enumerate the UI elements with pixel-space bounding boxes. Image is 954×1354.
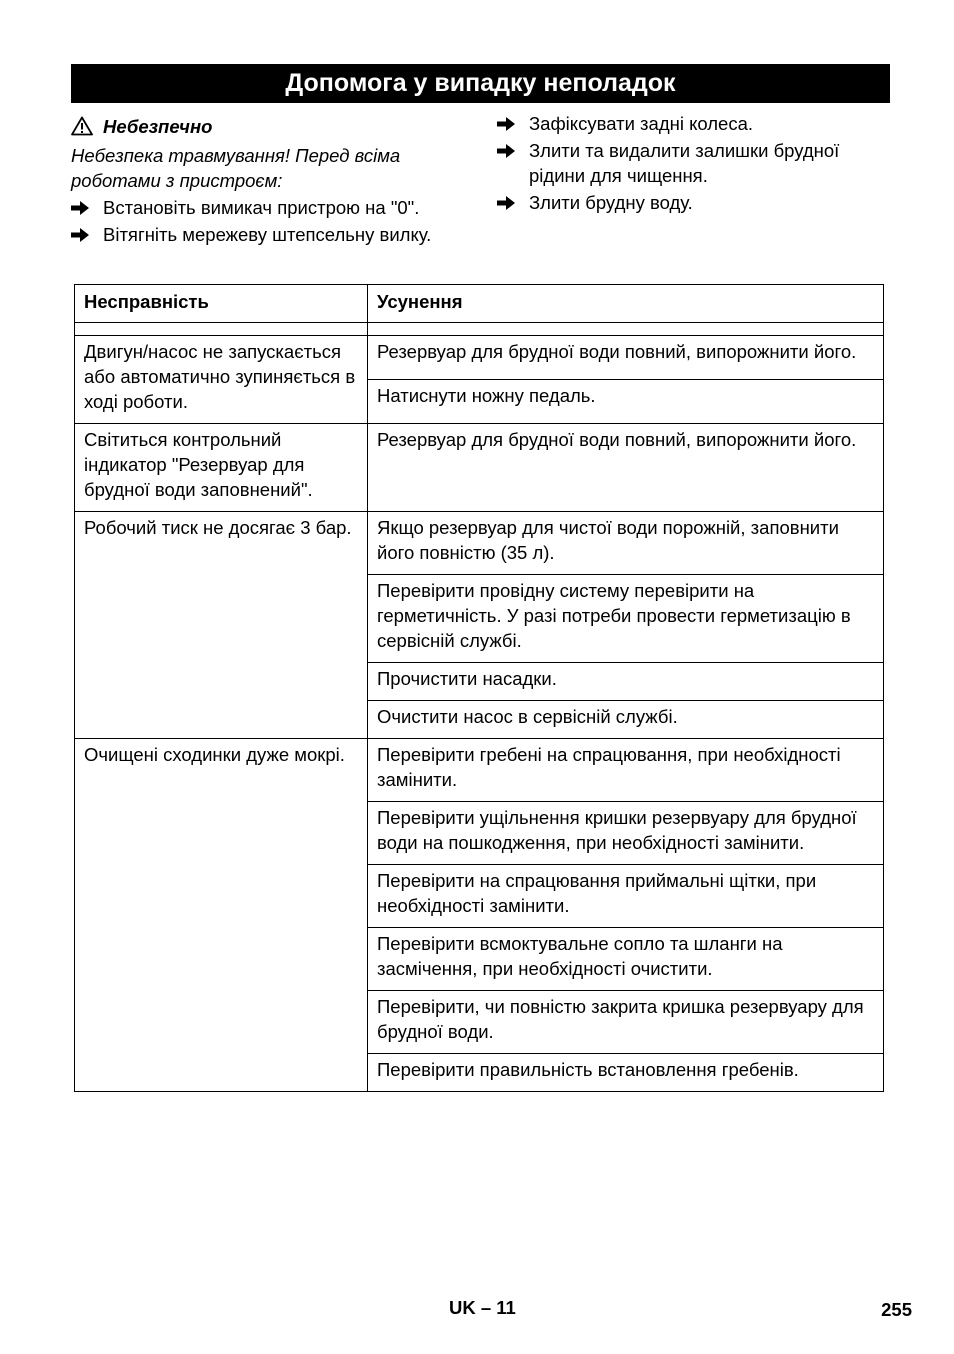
- danger-heading-row: [71, 113, 471, 139]
- prep-step: [497, 190, 897, 215]
- remedy-cell: Перевірити провідну систему перевірити на герметичність. У разі потреби провести герметизацію в сервісній службі.: [368, 575, 884, 663]
- remedy-cell: Перевірити на спрацювання приймальні щітки, при необхідності замінити.: [368, 865, 884, 928]
- troubleshooting-table: [74, 284, 884, 1092]
- danger-step: [71, 195, 471, 220]
- fault-cell: Очищені сходинки дуже мокрі.: [75, 739, 368, 1092]
- arrow-right-icon: [71, 222, 103, 247]
- table-row: [75, 739, 884, 802]
- fault-cell: Робочий тиск не досягає 3 бар.: [75, 512, 368, 739]
- remedy-cell: Натиснути ножну педаль.: [368, 380, 884, 424]
- prep-step-text: Злити та видалити залишки брудної рідини для чищення.: [529, 140, 840, 186]
- page-number: 255: [881, 1299, 912, 1320]
- table-separator: [75, 323, 884, 336]
- arrow-right-icon: [497, 138, 529, 163]
- header-fault: Несправність: [75, 285, 368, 323]
- remedy-cell: Прочистити насадки.: [368, 663, 884, 701]
- footer-section-label: UK – 11: [449, 1297, 516, 1318]
- prep-step-text: Злити брудну воду.: [529, 192, 693, 213]
- remedy-cell: Перевірити правильність встановлення гребенів.: [368, 1054, 884, 1092]
- danger-block: [71, 113, 471, 247]
- remedy-cell: Перевірити всмоктувальне сопло та шланги на засмічення, при необхідності очистити.: [368, 928, 884, 991]
- header-remedy: Усунення: [368, 285, 884, 323]
- table-row: [75, 424, 884, 512]
- danger-heading: Небезпечно: [103, 115, 213, 137]
- section-title: Допомога у випадку неполадок: [71, 64, 890, 103]
- table-header-row: [75, 285, 884, 323]
- arrow-right-icon: [71, 195, 103, 220]
- table-row: [75, 336, 884, 380]
- remedy-cell: Перевірити ущільнення кришки резервуару для брудної води на пошкодження, при необхідності замінити.: [368, 802, 884, 865]
- warning-triangle-icon: [71, 116, 93, 136]
- remedy-cell: Перевірити гребені на спрацювання, при необхідності замінити.: [368, 739, 884, 802]
- danger-step-text: Вітягніть мережеву штепсельну вилку.: [103, 224, 432, 245]
- prep-step-text: Зафіксувати задні колеса.: [529, 113, 754, 134]
- fault-cell: Світиться контрольний індикатор "Резервуар для брудної води заповнений".: [75, 424, 368, 512]
- remedy-cell: Резервуар для брудної води повний, випорожнити його.: [368, 424, 884, 512]
- remedy-cell: Очистити насос в сервісній службі.: [368, 701, 884, 739]
- danger-text: Небезпека травмування! Перед всіма роботами з пристроєм:: [71, 145, 401, 191]
- remedy-cell: Якщо резервуар для чистої води порожній, заповнити його повністю (35 л).: [368, 512, 884, 575]
- arrow-right-icon: [497, 111, 529, 136]
- danger-step-text: Встановіть вимикач пристрою на "0".: [103, 197, 420, 218]
- remedy-cell: Резервуар для брудної води повний, випорожнити його.: [368, 336, 884, 380]
- table-row: [75, 512, 884, 575]
- remedy-cell: Перевірити, чи повністю закрита кришка резервуару для брудної води.: [368, 991, 884, 1054]
- prep-step: [497, 111, 897, 136]
- danger-step: [71, 222, 471, 247]
- prep-step: [497, 138, 897, 188]
- preparation-steps: [497, 111, 897, 215]
- arrow-right-icon: [497, 190, 529, 215]
- fault-cell: Двигун/насос не запускається або автоматично зупиняється в ході роботи.: [75, 336, 368, 424]
